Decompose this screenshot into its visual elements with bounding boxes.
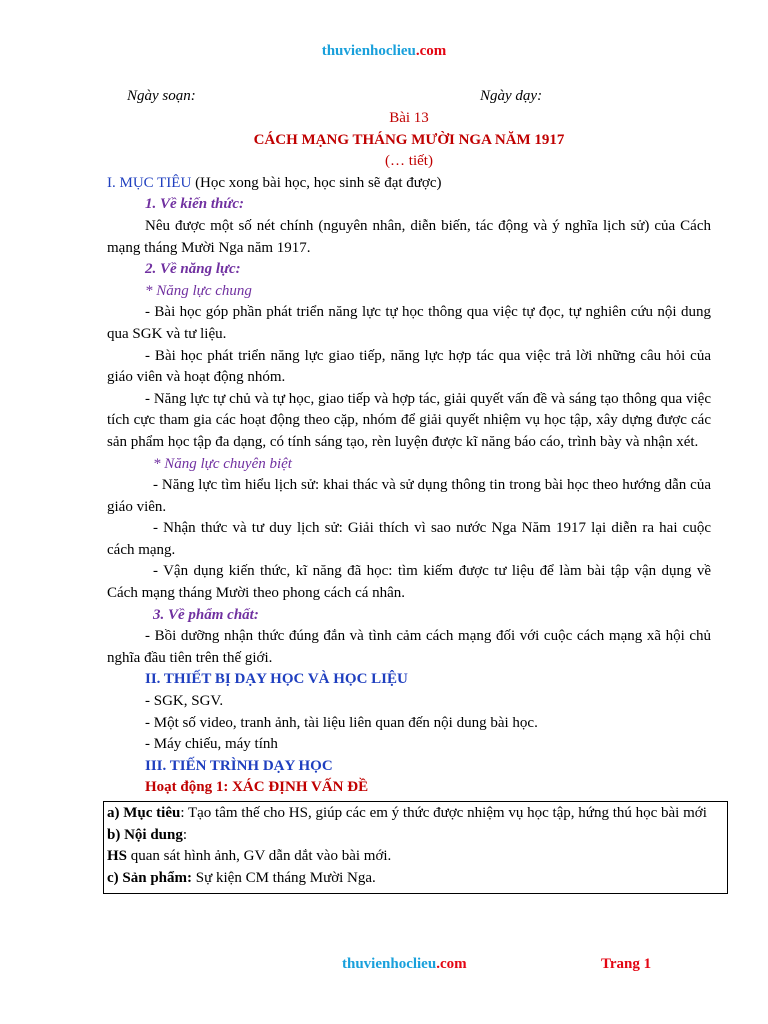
specific-item: - Năng lực tìm hiểu lịch sử: khai thác và sử dụng thông tin trong bài học theo hướng dẫn của giáo viên.: [107, 477, 711, 515]
knowledge-title: 1. Về kiến thức:: [145, 196, 244, 213]
header-site-main: thuvienhoclieu: [321, 43, 416, 59]
knowledge-text: Nêu được một số nét chính (nguyên nhân, diễn biến, tác động và ý nghĩa lịch sử) của Cách mạng tháng Mười Nga năm 1917.: [107, 217, 711, 256]
content-label: b) Nội dung: [107, 826, 183, 843]
date-row: [107, 86, 711, 108]
box-objective: [107, 803, 721, 825]
specific-item: - Vận dụng kiến thức, kĩ năng đã học: tìm kiếm được tư liệu để làm bài tập vận dụng về Cách mạng tháng Mười theo phong cách cá nhân.: [107, 563, 711, 602]
header-site-tld: .com: [415, 43, 447, 59]
objective-label: a) Mục tiêu: [107, 805, 181, 821]
ngay-soan-label: Ngày soạn:: [127, 88, 196, 104]
general-competence-title: * Năng lực chung: [145, 282, 252, 299]
page-number: Trang 1: [601, 956, 652, 972]
content-colon: :: [182, 826, 188, 843]
competence-title: 2. Về năng lực:: [145, 261, 241, 278]
section-1-title: I. MỤC TIÊU: [107, 174, 192, 191]
equipment-item: - Máy chiếu, máy tính: [145, 736, 278, 753]
lesson-periods: (… tiết): [385, 153, 433, 170]
hs-text: quan sát hình ảnh, GV dẫn dắt vào bài mới.: [127, 848, 392, 865]
section-1-note: (Học xong bài học, học sinh sẽ đạt được): [191, 174, 442, 191]
footer-site-tld: .com: [436, 956, 467, 972]
hs-label: HS: [107, 848, 128, 865]
footer-site-link[interactable]: [342, 956, 467, 973]
equipment-item: - Một số video, tranh ảnh, tài liệu liên quan đến nội dung bài học.: [145, 714, 538, 731]
section-1-heading: [107, 173, 711, 195]
box-content: [107, 825, 721, 847]
quality-title: 3. Về phẩm chất:: [153, 606, 259, 623]
header-site-link[interactable]: [0, 43, 768, 60]
lesson-number: Bài 13: [389, 110, 429, 126]
equipment-item: - SGK, SGV.: [145, 693, 224, 710]
document-body: [107, 86, 711, 894]
general-item: - Bài học góp phần phát triển năng lực tự học thông qua việc tự đọc, tự nghiên cứu nội dung qua SGK và tư liệu.: [107, 304, 711, 342]
box-hs-line: [107, 846, 721, 868]
activity-1-box: [103, 801, 728, 894]
ngay-day-label: Ngày dạy:: [480, 88, 543, 104]
general-item: - Bài học phát triển năng lực giao tiếp, năng lực hợp tác qua việc trả lời những câu hỏi của giáo viên và hoạt động nhóm.: [107, 347, 711, 386]
product-text: Sự kiện CM tháng Mười Nga.: [192, 869, 376, 886]
general-item: - Năng lực tự chủ và tự học, giao tiếp và hợp tác, giải quyết vấn đề và sáng tạo thông qua việc tích cực tham gia các hoạt động theo cặp, nhóm để giải quyết nhiệm vụ học tập, xây dựng được các sản phẩm học tập đa dạng, có tính sáng tạo, rèn luyện được kĩ năng báo cáo, trình bày và nhận xét.: [107, 390, 711, 450]
activity-1-title: Hoạt động 1: XÁC ĐỊNH VẤN ĐỀ: [145, 779, 369, 796]
section-3-heading: III. TIẾN TRÌNH DẠY HỌC: [145, 757, 333, 774]
footer-site-main: thuvienhoclieu: [342, 956, 437, 972]
section-2-heading: II. THIẾT BỊ DẠY HỌC VÀ HỌC LIỆU: [145, 671, 408, 688]
objective-text: : Tạo tâm thế cho HS, giúp các em ý thức được nhiệm vụ học tập, hứng thú học bài mới: [180, 805, 707, 821]
lesson-title: CÁCH MẠNG THÁNG MƯỜI NGA NĂM 1917: [253, 131, 565, 148]
quality-text: - Bồi dưỡng nhận thức đúng đắn và tình cảm cách mạng đối với cuộc cách mạng xã hội chủ nghĩa đầu tiên trên thế giới.: [107, 628, 711, 666]
specific-item: - Nhận thức và tư duy lịch sử: Giải thích vì sao nước Nga Năm 1917 lại diễn ra hai cuộc cách mạng.: [107, 520, 711, 558]
box-product: [107, 868, 721, 890]
product-label: c) Sản phẩm:: [107, 869, 193, 886]
specific-competence-title: * Năng lực chuyên biệt: [153, 455, 292, 472]
